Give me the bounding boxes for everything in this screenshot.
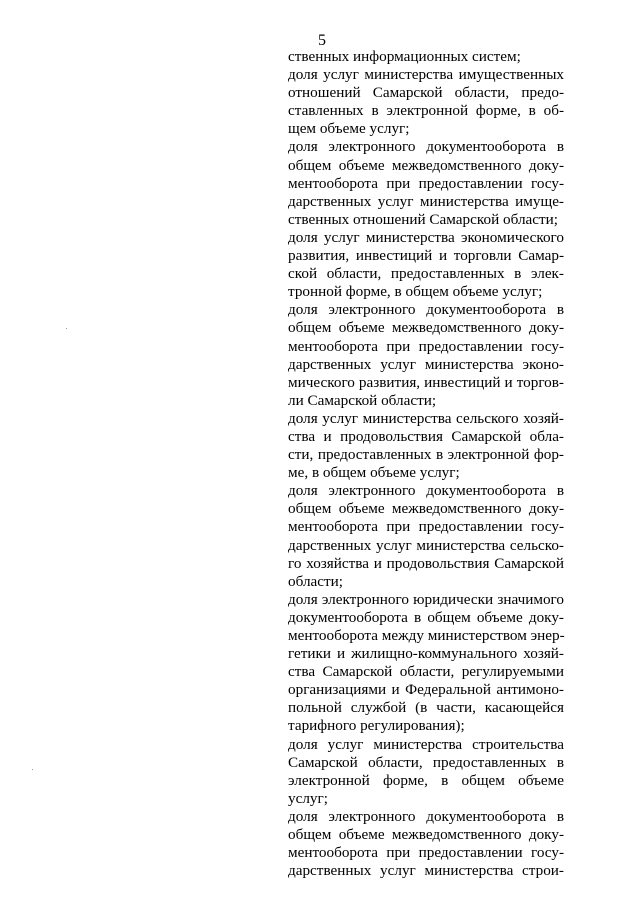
text-line: ментооборота при предоставлении госу- xyxy=(288,518,564,536)
text-line: доля услуг министерства экономического xyxy=(288,228,564,246)
text-line: доля электронного документооборота в xyxy=(288,138,564,156)
text-line: щем объеме услуг; xyxy=(288,120,410,138)
text-line: доля услуг министерства имущественных xyxy=(288,66,564,84)
text-line: ства и продовольствия Самарской обла- xyxy=(288,427,564,445)
text-line: ментооборота при предоставлении госу- xyxy=(288,844,564,862)
text-line: документооборота в общем объеме доку- xyxy=(288,608,564,626)
text-line: польной службой (в части, касающейся xyxy=(288,699,564,717)
text-line: ментооборота при предоставлении госу- xyxy=(288,174,564,192)
text-line: общем объеме межведомственного доку- xyxy=(288,500,564,518)
text-line: дарственных услуг министерства эконо- xyxy=(288,355,564,373)
text-line: услуг; xyxy=(288,789,328,807)
text-line: ственных информационных систем; xyxy=(288,48,521,65)
text-line: гетики и жилищно-коммунального хозяй- xyxy=(288,645,564,663)
page-number: 5 xyxy=(318,32,326,49)
text-line: доля услуг министерства строительства xyxy=(288,735,564,753)
text-line: ментооборота между министерством энер- xyxy=(288,627,565,644)
document-text-column xyxy=(288,48,564,880)
text-line: электронной форме, в общем объеме xyxy=(288,771,564,789)
text-line: общем объеме межведомственного доку- xyxy=(288,156,564,174)
text-line: развития, инвестиций и торговли Самар- xyxy=(288,247,564,265)
text-line: ставленных в электронной форме, в об- xyxy=(288,102,564,120)
text-line: отношений Самарской области, предо- xyxy=(288,84,564,102)
text-line: дарственных услуг министерства сельско- xyxy=(288,536,564,554)
text-line: ментооборота при предоставлении госу- xyxy=(288,337,564,355)
text-line: ли Самарской области; xyxy=(288,391,437,409)
text-line: доля электронного юридически значимого xyxy=(288,590,564,608)
text-line: доля электронного документооборота в xyxy=(288,482,564,500)
scan-speck xyxy=(66,328,67,329)
text-line: Самарской области, предоставленных в xyxy=(288,753,564,771)
text-line: доля услуг министерства сельского хозяй- xyxy=(288,409,564,427)
text-line: доля электронного документооборота в xyxy=(288,807,564,825)
text-line: ской области, предоставленных в элек- xyxy=(288,265,564,283)
text-line: сти, предоставленных в электронной фор- xyxy=(288,446,564,464)
text-line: организациями и Федеральной антимоно- xyxy=(288,681,564,699)
text-line: ственных отношений Самарской области; xyxy=(288,210,558,228)
text-line: дарственных услуг министерства строи- xyxy=(288,862,564,880)
text-line: тронной форме, в общем объеме услуг; xyxy=(288,283,543,301)
text-line: мического развития, инвестиций и торгов- xyxy=(288,373,564,391)
text-line: общем объеме межведомственного доку- xyxy=(288,826,564,844)
text-line: тарифного регулирования); xyxy=(288,717,465,735)
text-line: ства Самарской области, регулируемыми xyxy=(288,663,564,681)
text-line: дарственных услуг министерства имуще- xyxy=(288,192,564,210)
scan-speck xyxy=(32,769,33,770)
text-line: общем объеме межведомственного доку- xyxy=(288,319,564,337)
text-line: доля электронного документооборота в xyxy=(288,301,564,319)
text-line: го хозяйства и продовольствия Самарской xyxy=(288,554,564,572)
text-line: ме, в общем объеме услуг; xyxy=(288,464,460,482)
text-line: области; xyxy=(288,572,343,590)
